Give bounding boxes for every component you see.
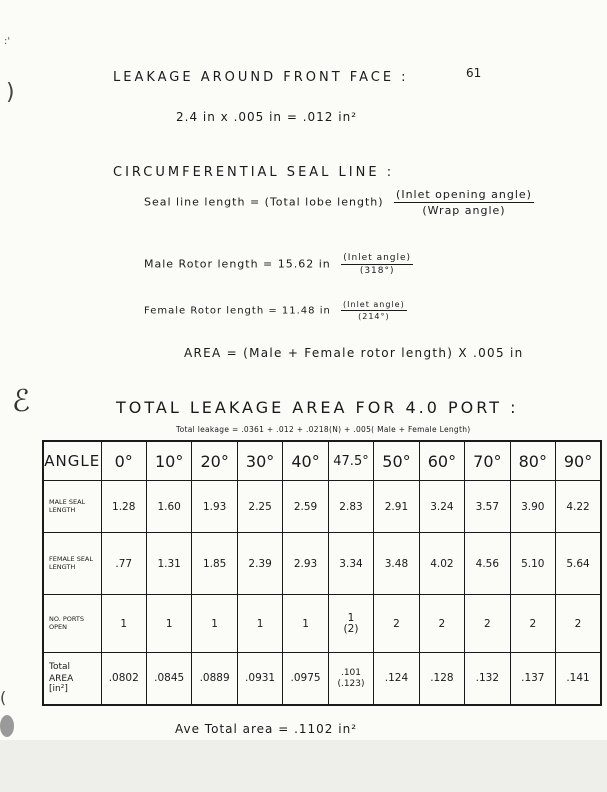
margin-scribble-bottom: (: [0, 688, 7, 707]
table-cell: 4.02: [419, 533, 464, 595]
row-label-area: AREA: [49, 674, 74, 685]
angle-50: 50°: [374, 441, 419, 481]
table-cell: .128: [419, 653, 464, 705]
table-cell: 2: [374, 595, 419, 653]
table-cell: 3.24: [419, 481, 464, 533]
table-cell: .0975: [283, 653, 328, 705]
leakage-front-equation: 2.4 in x .005 in = .012 in²: [176, 110, 358, 124]
circumferential-heading: CIRCUMFERENTIAL SEAL LINE :: [113, 165, 395, 180]
table-cell: .124: [374, 653, 419, 705]
seal-line-fraction: [394, 188, 534, 217]
table-cell: 2.59: [283, 481, 328, 533]
table-row: [43, 595, 601, 653]
table-cell: 2.93: [283, 533, 328, 595]
angle-10: 10°: [146, 441, 191, 481]
table-cell: 1.60: [146, 481, 191, 533]
row-label-ports-open: NO. PORTS OPEN: [43, 595, 101, 653]
total-area-47-5-stack: [337, 668, 364, 690]
angle-80: 80°: [510, 441, 555, 481]
angle-60: 60°: [419, 441, 464, 481]
table-cell: 1: [101, 595, 146, 653]
table-cell: .141: [556, 653, 601, 705]
table-cell: 1.28: [101, 481, 146, 533]
total-area-47-5-note: (.123): [337, 679, 365, 690]
total-leakage-formula: Total leakage = .0361 + .012 + .0218(N) + .005( Male + Female Length): [176, 425, 471, 434]
seal-line-formula: [144, 188, 534, 217]
table-row: [43, 533, 601, 595]
male-rotor-fraction: [341, 253, 413, 276]
male-rotor-numerator: (Inlet angle): [343, 253, 412, 263]
table-cell: .0931: [237, 653, 282, 705]
row-label-total-area: [43, 653, 101, 705]
table-header-row: [43, 441, 601, 481]
seal-line-denominator: (Wrap angle): [422, 204, 506, 217]
table-cell: 2: [556, 595, 601, 653]
seal-line-lhs: Seal line length = (Total lobe length): [144, 195, 384, 209]
leakage-area-table: [42, 440, 602, 706]
table-cell: 2: [419, 595, 464, 653]
table-cell: [328, 595, 373, 653]
female-rotor-lhs: Female Rotor length = 11.48 in: [144, 305, 331, 317]
female-rotor-numerator: (Inlet angle): [343, 300, 405, 309]
female-rotor-formula: [144, 300, 407, 321]
table-cell: 5.64: [556, 533, 601, 595]
table-cell: 1: [146, 595, 191, 653]
ports-open-47-5-stack: [344, 613, 359, 635]
table-cell: 1: [237, 595, 282, 653]
table-cell: .0889: [192, 653, 237, 705]
table-cell: 2: [465, 595, 510, 653]
page-shade-bottom: [0, 740, 607, 792]
table-cell: 1.31: [146, 533, 191, 595]
area-equation: AREA = (Male + Female rotor length) X .005 in: [184, 346, 524, 360]
table-cell: 3.48: [374, 533, 419, 595]
ports-open-47-5-note: (2): [343, 623, 359, 635]
male-rotor-formula: [144, 253, 413, 276]
female-rotor-fraction: [341, 300, 407, 321]
angle-header: ANGLE: [43, 441, 101, 481]
table-cell: .132: [465, 653, 510, 705]
row-label-female-seal: FEMALE SEAL LENGTH: [43, 533, 101, 595]
row-label-total: Total: [49, 662, 71, 673]
male-rotor-denominator: (318°): [359, 266, 395, 276]
table-cell: 2: [510, 595, 555, 653]
average-total-area: Ave Total area = .1102 in²: [175, 722, 358, 736]
total-leakage-heading: TOTAL LEAKAGE AREA FOR 4.0 PORT :: [116, 398, 519, 417]
margin-bracket: ℰ: [12, 384, 31, 419]
male-rotor-lhs: Male Rotor length = 15.62 in: [144, 257, 331, 271]
female-rotor-denominator: (214°): [358, 312, 390, 321]
table-cell: .0845: [146, 653, 191, 705]
table-cell: 3.57: [465, 481, 510, 533]
table-cell: [328, 653, 373, 705]
total-area-47-5: .101: [340, 668, 361, 679]
angle-0: 0°: [101, 441, 146, 481]
table-cell: .77: [101, 533, 146, 595]
angle-40: 40°: [283, 441, 328, 481]
angle-47-5: 47.5°: [328, 441, 373, 481]
row-label-unit: [in²]: [49, 684, 68, 695]
table-cell: .137: [510, 653, 555, 705]
page-number: 61: [466, 66, 482, 80]
table-cell: 2.91: [374, 481, 419, 533]
table-cell: 1: [283, 595, 328, 653]
seal-line-numerator: (Inlet opening angle): [396, 188, 532, 201]
table-cell: 4.22: [556, 481, 601, 533]
margin-scribble-left: ): [6, 80, 15, 105]
angle-70: 70°: [465, 441, 510, 481]
angle-30: 30°: [237, 441, 282, 481]
table-cell: 2.39: [237, 533, 282, 595]
table-cell: 1.85: [192, 533, 237, 595]
table-cell: 4.56: [465, 533, 510, 595]
angle-20: 20°: [192, 441, 237, 481]
table-cell: 3.90: [510, 481, 555, 533]
table-cell: 5.10: [510, 533, 555, 595]
table-cell: .0802: [101, 653, 146, 705]
table-row: [43, 481, 601, 533]
table-cell: 2.25: [237, 481, 282, 533]
table-row: [43, 653, 601, 705]
punch-hole-mark: [0, 715, 14, 737]
table-cell: 2.83: [328, 481, 373, 533]
margin-scribble-top: :': [4, 36, 11, 47]
row-label-male-seal: MALE SEAL LENGTH: [43, 481, 101, 533]
leakage-front-heading: LEAKAGE AROUND FRONT FACE :: [113, 70, 409, 85]
angle-90: 90°: [556, 441, 601, 481]
table-cell: 1: [192, 595, 237, 653]
ports-open-47-5: 1: [347, 612, 355, 624]
table-cell: 3.34: [328, 533, 373, 595]
table-cell: 1.93: [192, 481, 237, 533]
